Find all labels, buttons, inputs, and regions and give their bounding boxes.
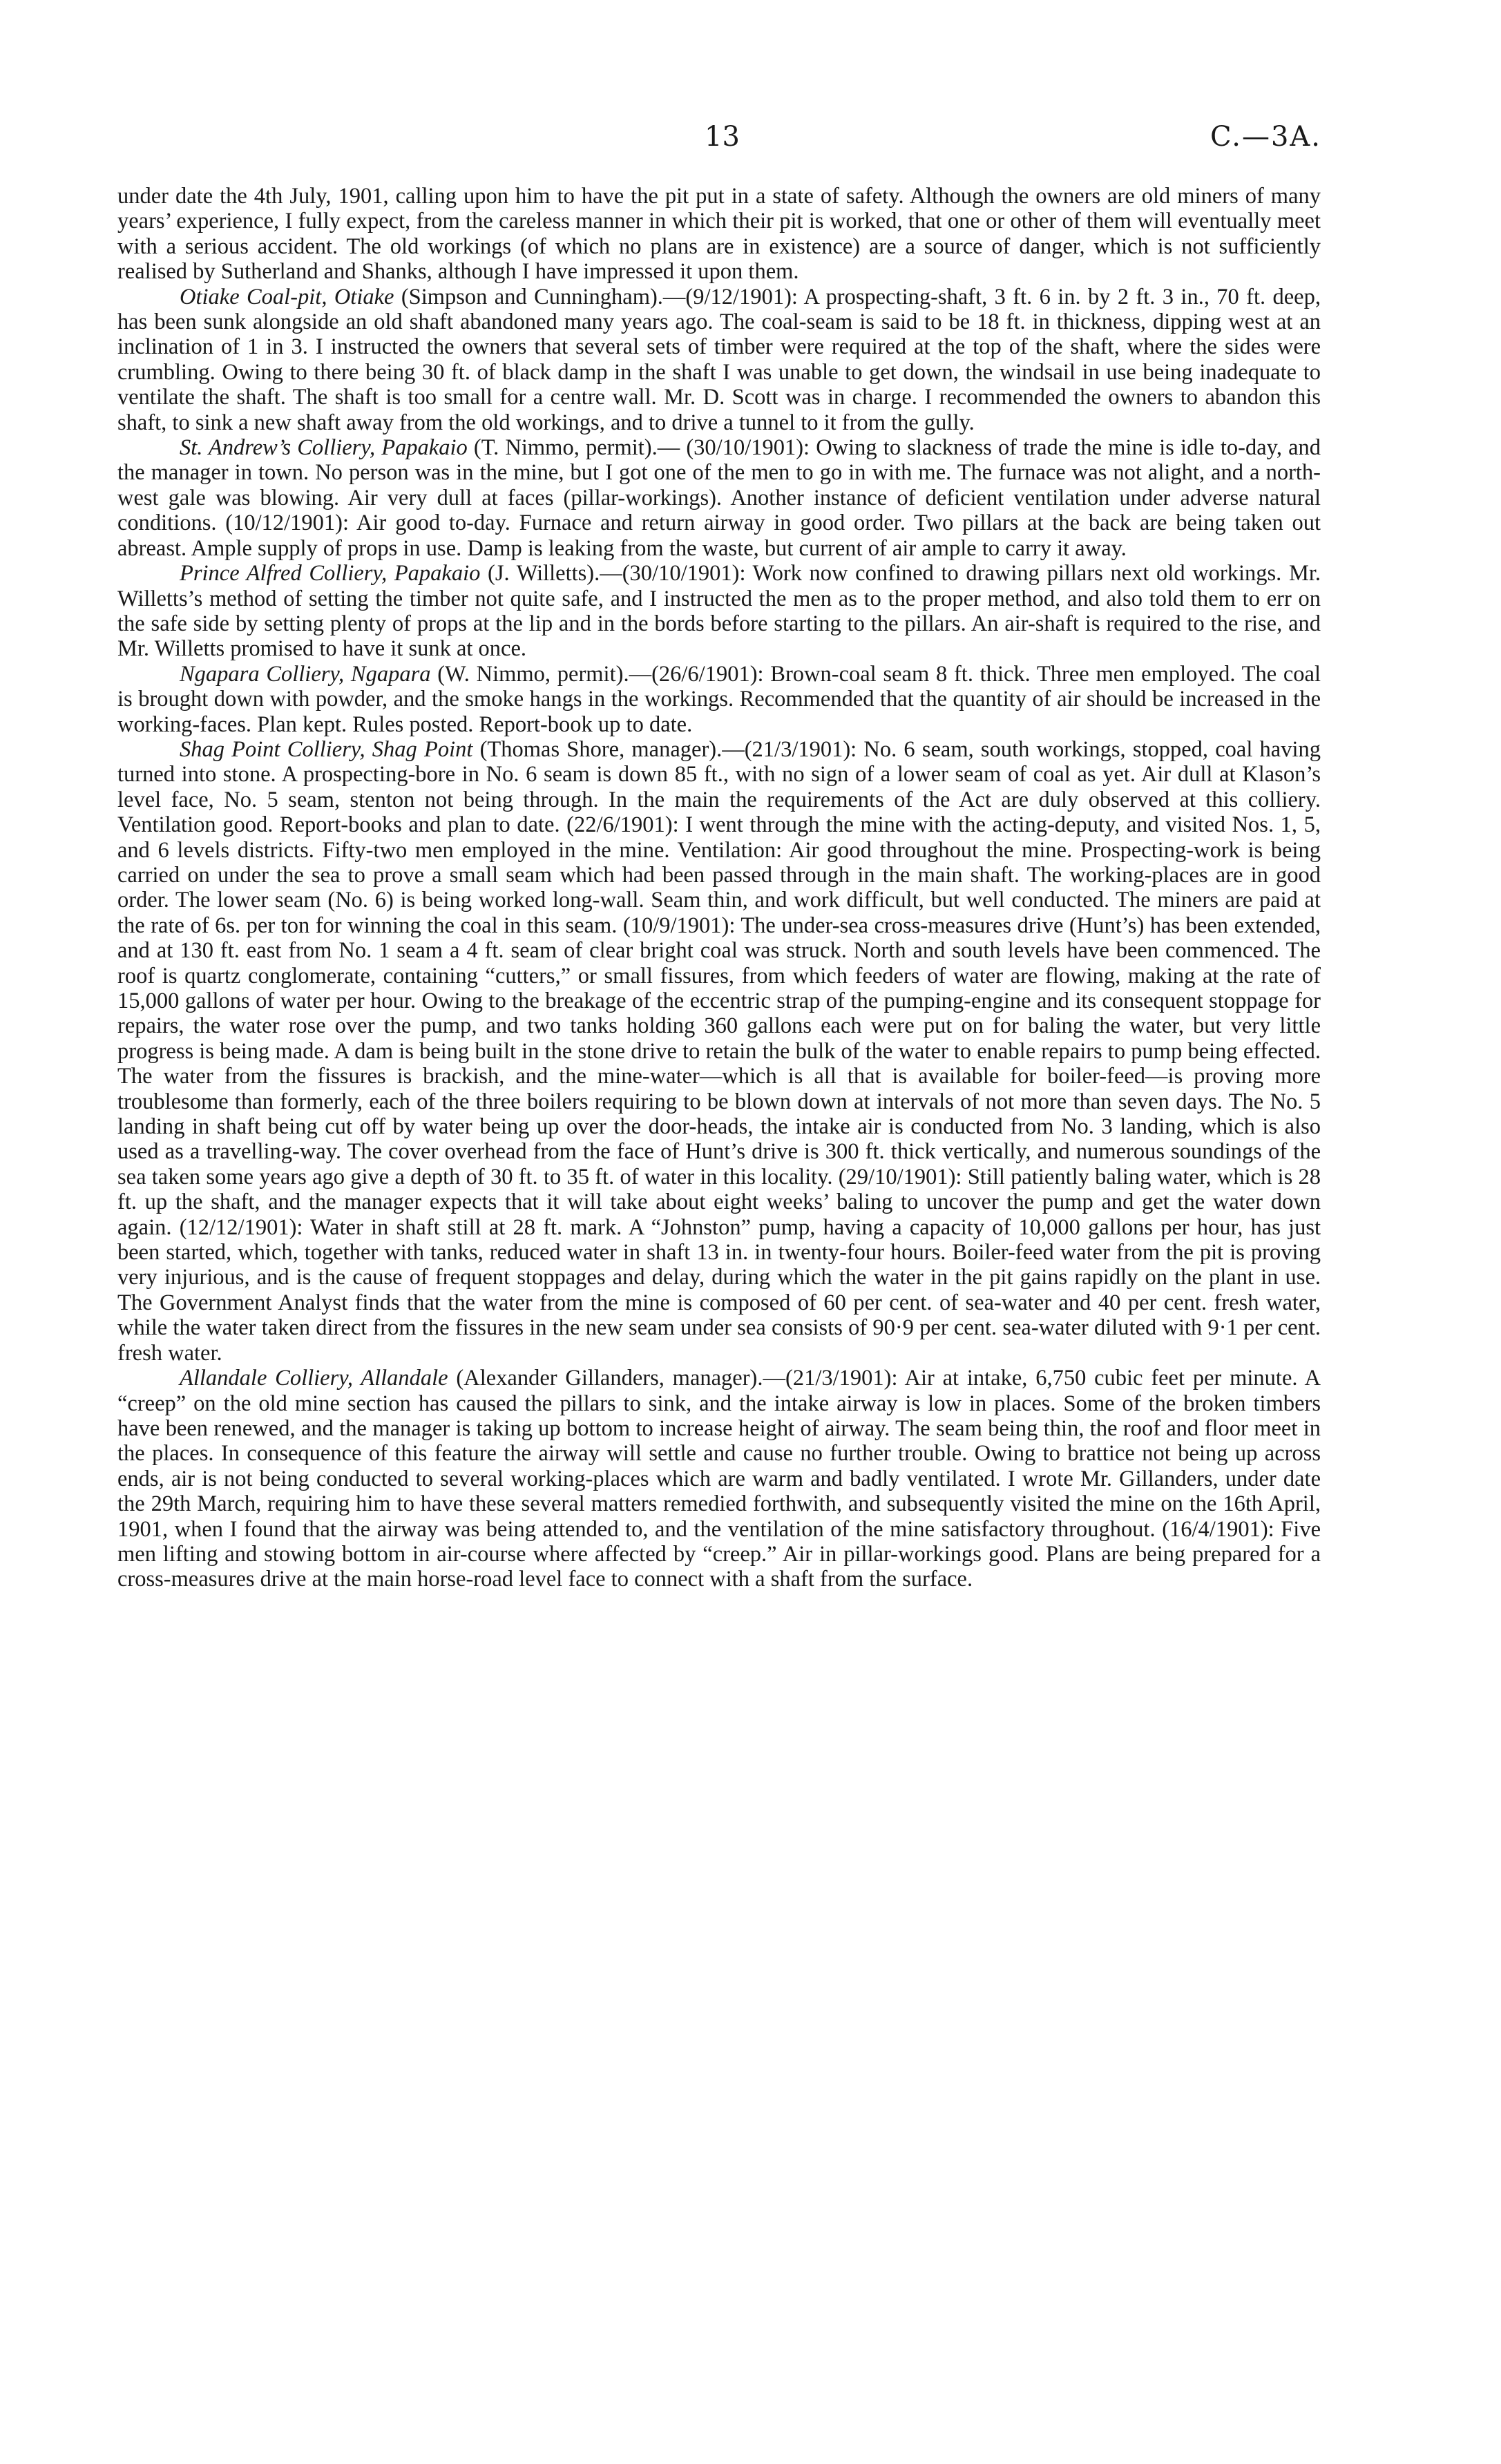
entry-heading: St. Andrew’s Colliery, Papakaio [180, 435, 468, 461]
entry-prince-alfred [117, 561, 1321, 662]
entry-ngapara [117, 662, 1321, 737]
entry-text: (T. Nimmo, permit).— (30/10/1901): Owing to slackness of trade the mine is idle to-day, and the manager in town. No person was in the mine, but I got one of the men to go in with me. The furnace was not alight, and a north-west gale was blowing. Air very dull at faces (pillar-workings). Another instance of deficient ventilation under adverse natural conditions. (10/12/1901): Air good to-day. Furnace and return airway in good order. Two pillars at the back are being taken out abreast. Ample supply of props in use. Damp is leaking from the waste, but current of air ample to carry it away. [117, 435, 1321, 561]
entry-shag-point [117, 737, 1321, 1366]
entry-heading: Allandale Colliery, Allandale [180, 1366, 448, 1391]
entry-text: (W. Nimmo, permit).—(26/6/1901): Brown-coal seam 8 ft. thick. Three men employed. The coal is brought down with powder, and the smoke hangs in the workings. Recommended that the quantity of air should be increased in the working-faces. Plan kept. Rules posted. Report-book up to date. [117, 661, 1321, 737]
entry-st-andrews [117, 435, 1321, 561]
entry-heading: Ngapara Colliery, Ngapara [180, 661, 431, 687]
entry-heading: Prince Alfred Colliery, Papakaio [180, 561, 481, 586]
entry-text: (Thomas Shore, manager).—(21/3/1901): No. 6 seam, south workings, stopped, coal having turned into stone. A prospecting-bore in No. 6 seam is down 85 ft., with no sign of a lower seam of coal as yet. Air dull at Klason’s level face, No. 5 seam, stenton not being through. In the main the requirements of the Act are duly observed at this colliery. Ventilation good. Report-books and plan to date. (22/6/1901): I went through the mine with the acting-deputy, and visited Nos. 1, 5, and 6 levels districts. Fifty-two men employed in the mine. Ventilation: Air good throughout the mine. Prospecting-work is being carried on under the sea to prove a small seam which had been passed through in the main shaft. The working-places are in good order. The lower seam (No. 6) is being worked long-wall. Seam thin, and work difficult, but well conducted. The miners are paid at the rate of 6s. per ton for winning the coal in this seam. (10/9/1901): The under-sea cross-measures drive (Hunt’s) has been extended, and at 130 ft. east from No. 1 seam a 4 ft. seam of clear bright coal was struck. North and south levels have been commenced. The roof is quartz conglomerate, containing “cutters,” or small fissures, from which feeders of water are flowing, making at the rate of 15,000 gallons of water per hour. Owing to the breakage of the eccentric strap of the pumping-engine and its consequent stoppage for repairs, the water rose over the pump, and two tanks holding 360 gallons each were put on for baling the water, but very little progress is being made. A dam is being built in the stone drive to retain the bulk of the water to enable repairs to pump being effected. The water from the fissures is brackish, and the mine-water—which is all that is available for boiler-feed—is proving more troublesome than formerly, each of the three boilers requiring to be blown down at intervals of not more than seven days. The No. 5 landing in shaft being cut off by water being up over the door-heads, the intake air is conducted from No. 3 landing, which is also used as a travelling-way. The cover overhead from the face of Hunt’s drive is 300 ft. thick vertically, and numerous soundings of the sea taken some years ago give a depth of 30 ft. to 35 ft. of water in this locality. (29/10/1901): Still patiently baling water, which is 28 ft. up the shaft, and the manager expects that it will take about eight weeks’ baling to uncover the pump and get the water down again. (12/12/1901): Water in shaft still at 28 ft. mark. A “Johnston” pump, having a capacity of 10,000 gallons per hour, has just been started, which, together with tanks, reduced water in shaft 13 in. in twenty-four hours. Boiler-feed water from the pit is proving very injurious, and is the cause of frequent stoppages and delay, during which the water in the pit gains rapidly on the plant in use. The Government Analyst finds that the water from the mine is composed of 60 per cent. of sea-water and 40 per cent. fresh water, while the water taken direct from the fissures in the new seam under sea consists of 90·9 per cent. sea-water diluted with 9·1 per cent. fresh water. [117, 736, 1321, 1366]
continuation-paragraph: under date the 4th July, 1901, calling upon him to have the pit put in a state of safety. Although the owners are old miners of many years’ experience, I fully expect, from the careless manner in which their pit is worked, that one or other of them will eventually meet with a serious accident. The old workings (of which no plans are in existence) are a source of danger, which is not sufficiently realised by Sutherland and Shanks, although I have impressed it upon them. [117, 184, 1321, 285]
entry-text: (Alexander Gillanders, manager).—(21/3/1901): Air at intake, 6,750 cubic feet per minute. A “creep” on the old mine section has caused the pillars to sink, and the intake airway is low in places. Some of the broken timbers have been renewed, and the manager is taking up bottom to increase height of airway. The seam being thin, the roof and floor meet in the places. In consequence of this feature the airway will settle and cause no further trouble. Owing to brattice not being up across ends, air is not being conducted to several working-places which are warm and badly ventilated. I wrote Mr. Gillanders, under date the 29th March, requiring him to have these several matters remedied forthwith, and subsequently visited the mine on the 16th April, 1901, when I found that the airway was being attended to, and the ventilation of the mine satisfactory throughout. (16/4/1901): Five men lifting and stowing bottom in air-course where affected by “creep.” Air in pillar-workings good. Plans are being prepared for a cross-measures drive at the main horse-road level face to connect with a shaft from the surface. [117, 1366, 1321, 1592]
body-text [117, 184, 1321, 1592]
entry-text: (Simpson and Cunningham).—(9/12/1901): A prospecting-shaft, 3 ft. 6 in. by 2 ft. 3 in., 70 ft. deep, has been sunk alongside an old shaft abandoned many years ago. The coal-seam is said to be 18 ft. in thickness, dipping west at an inclination of 1 in 3. I instructed the owners that several sets of timber were required at the top of the shaft, where the sides were crumbling. Owing to there being 30 ft. of black damp in the shaft I was unable to get down, the windsail in use being inadequate to ventilate the shaft. The shaft is too small for a centre wall. Mr. D. Scott was in charge. I recommended the owners to abandon this shaft, to sink a new shaft away from the old workings, and to drive a tunnel to it from the gully. [117, 284, 1321, 435]
entry-text: (J. Willetts).—(30/10/1901): Work now confined to drawing pillars next old workings. Mr. Willetts’s method of setting the timber not quite safe, and I instructed the men as to the proper method, and also told them to err on the safe side by setting plenty of props at the lip and in the bords before starting to the pillars. An air-shaft is required to the rise, and Mr. Willetts promised to have it sunk at once. [117, 561, 1321, 662]
entry-otiake [117, 285, 1321, 435]
entry-allandale [117, 1366, 1321, 1592]
entry-heading: Otiake Coal-pit, Otiake [180, 284, 394, 309]
entry-heading: Shag Point Colliery, Shag Point [180, 736, 473, 762]
page-number: 13 [705, 121, 740, 153]
document-code: C.—3A. [1210, 121, 1321, 153]
page-header [0, 121, 1501, 162]
